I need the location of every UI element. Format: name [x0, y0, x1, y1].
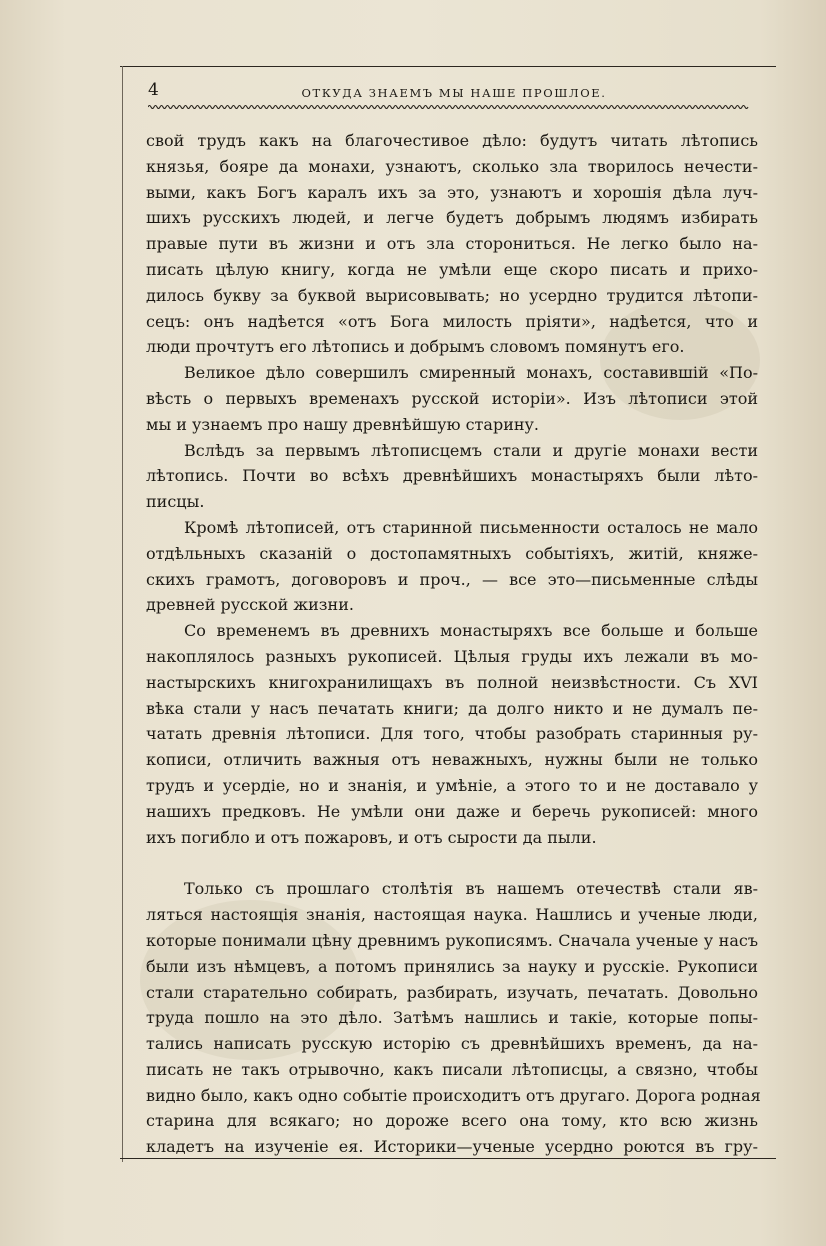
text-line: люди прочтутъ его лѣтопись и добрымъ словомъ помянутъ его.: [146, 337, 685, 357]
text-line: Вслѣдъ за первымъ лѣтописцемъ стали и другіе монахи вести: [184, 440, 758, 460]
text-line: древней русской жизни.: [146, 595, 354, 615]
body-text: [146, 128, 761, 1160]
frame-top-rule: [120, 66, 776, 67]
text-line: кописи, отличить важныя отъ неважныхъ, нужны были не только: [146, 750, 758, 770]
text-line: скихъ грамотъ, договоровъ и проч., — все это—письменные слѣды: [146, 569, 758, 589]
text-line: свой трудъ какъ на благочестивое дѣло: будутъ читать лѣтопись: [146, 131, 758, 150]
text-line: отдѣльныхъ сказаній о достопамятныхъ событіяхъ, житій, княже-: [146, 543, 758, 563]
text-line: труда пошло на это дѣло. Затѣмъ нашлись и такіе, которые попы-: [146, 1008, 758, 1028]
text-line: тались написать русскую исторію съ древнѣйшихъ временъ, да на-: [146, 1034, 758, 1054]
text-line: писать не такъ отрывочно, какъ писали лѣтописцы, а связно, чтобы: [146, 1059, 758, 1079]
text-line: накоплялось разныхъ рукописей. Цѣлыя груды ихъ лежали въ мо-: [146, 646, 758, 666]
text-line: Великое дѣло совершилъ смиренный монахъ, составившій «По-: [184, 363, 758, 383]
text-line: вѣка стали у насъ печатать книги; да долго никто и не думалъ пе-: [146, 698, 758, 718]
text-line: ляться настоящія знанія, настоящая наука. Нашлись и ученые люди,: [146, 905, 758, 925]
text-line: лѣтопись. Почти во всѣхъ древнѣйшихъ монастыряхъ были лѣто-: [146, 466, 758, 486]
text-line: Со временемъ въ древнихъ монастыряхъ все больше и больше: [184, 621, 758, 641]
text-line: Кромѣ лѣтописей, отъ старинной письменности осталось не мало: [184, 517, 758, 537]
text-line: вѣсть о первыхъ временахъ русской исторіи». Изъ лѣтописи этой: [146, 388, 758, 408]
page-header: [144, 80, 764, 104]
page-number: 4: [148, 80, 159, 100]
text-line: шихъ русскихъ людей, и легче будетъ добрымъ людямъ избирать: [146, 208, 758, 228]
text-line: выми, какъ Богъ каралъ ихъ за это, узнаютъ и хорошія дѣла луч-: [146, 182, 758, 202]
text-line: писать цѣлую книгу, когда не умѣли еще скоро писать и прихо-: [146, 259, 758, 279]
text-line: Только съ прошлаго столѣтія въ нашемъ отечествѣ стали яв-: [184, 879, 758, 899]
section-gap: [146, 850, 758, 876]
text-line: трудъ и усердіе, но и знанія, и умѣніе, а этого то и не доставало у: [146, 775, 758, 795]
text-line: старина для всякаго; но дороже всего она тому, кто всю жизнь: [146, 1111, 758, 1131]
running-title: ОТКУДА ЗНАЕМЪ МЫ НАШЕ ПРОШЛОЕ.: [301, 86, 607, 100]
text-line: писцы.: [146, 492, 205, 512]
text-line: чатать древнія лѣтописи. Для того, чтобы разобрать старинныя ру-: [146, 724, 758, 744]
text-line: мы и узнаемъ про нашу древнѣйшую старину.: [146, 414, 540, 434]
text-line: стали старательно собирать, разбирать, изучать, печатать. Довольно: [146, 982, 758, 1002]
wavy-rule-ornament: [148, 103, 756, 111]
text-line: правые пути въ жизни и отъ зла сторониться. Не легко было на-: [146, 234, 758, 254]
text-line: нашихъ предковъ. Не умѣли они даже и беречь рукописей: много: [146, 801, 758, 821]
frame-bottom-rule: [120, 1158, 776, 1159]
text-line: князья, бояре да монахи, узнаютъ, сколько зла творилось нечести-: [146, 156, 758, 176]
text-line: были изъ нѣмцевъ, а потомъ принялись за науку и русскіе. Рукописи: [146, 956, 758, 976]
text-line: дилось букву за буквой вырисовывать; но усердно трудится лѣтопи-: [146, 285, 758, 305]
text-line: которые понимали цѣну древнимъ рукописямъ. Сначала ученые у насъ: [146, 930, 758, 950]
text-line: настырскихъ книгохранилищахъ въ полной неизвѣстности. Съ XVI: [146, 672, 758, 692]
text-line: видно было, какъ одно событіе происходитъ отъ другаго. Дорога родная: [146, 1085, 761, 1105]
text-line: ихъ погибло и отъ пожаровъ, и отъ сырости да пыли.: [146, 827, 597, 847]
text-line: сецъ: онъ надѣется «отъ Бога милость пріяти», надѣется, что и: [146, 311, 758, 331]
frame-left-rule: [122, 66, 123, 1162]
text-line: кладетъ на изученіе ея. Историки—ученые усердно роются въ гру-: [146, 1137, 758, 1157]
